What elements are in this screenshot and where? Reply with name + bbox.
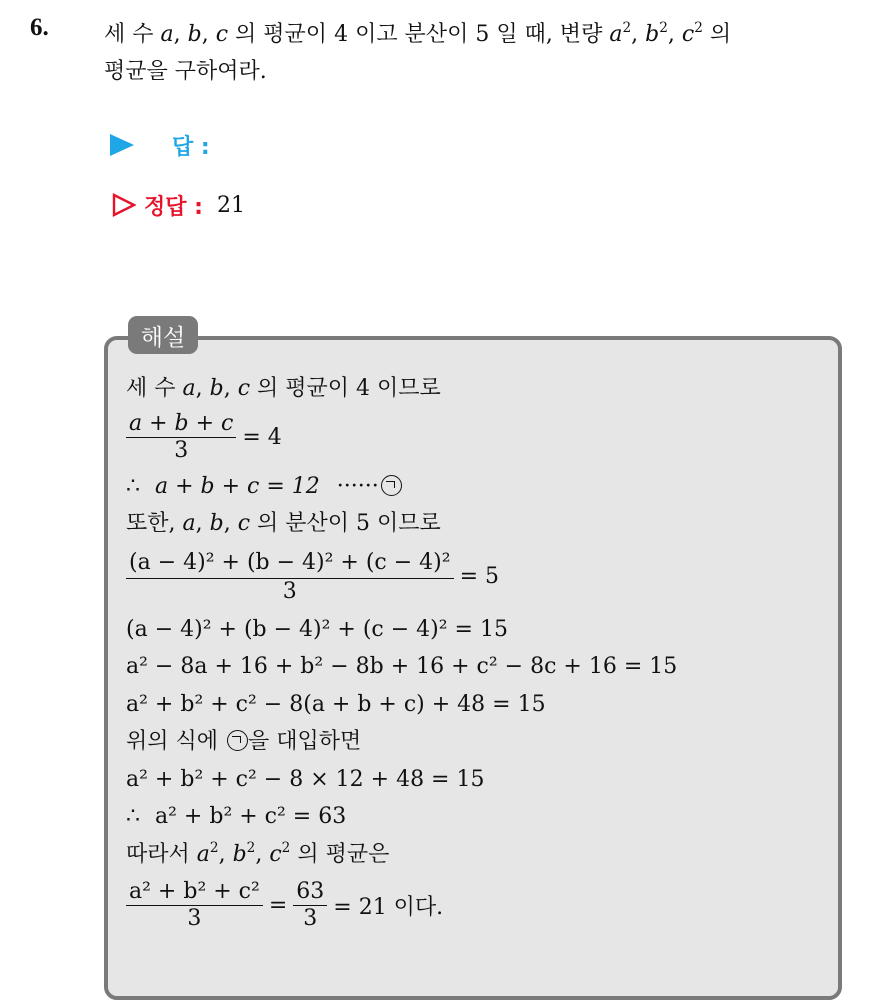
solution-final-fraction: $\frac{\text{a² + b² + c²}}{3}$ = $\frac{63}{3}$ = 21 이다. <box>126 873 677 937</box>
fraction: $\frac{63}{3}$ <box>293 879 327 932</box>
solution-line-4: 또한, a, b, c 의 분산이 5 이므로 <box>126 511 441 536</box>
outline-triangle-icon <box>112 193 136 217</box>
answer-row <box>110 128 210 162</box>
solution-line-7: a² − 8a + 16 + b² − 8b + 16 + c² − 8c + 16 = 15 <box>126 654 678 679</box>
solution-fraction-variance: $\frac{\text{(a − 4)² + (b − 4)² + (c − 4)²}}{3}$ = 5 <box>126 543 677 611</box>
play-triangle-icon <box>110 134 134 156</box>
question-line-2: 평균을 구하여라. <box>104 59 267 84</box>
circled-giyeok-icon <box>227 730 248 751</box>
fraction: $\frac{\text{a² + b² + c²}}{3}$ <box>126 879 263 932</box>
question-text <box>104 16 874 90</box>
fraction: $\frac{\text{(a − 4)² + (b − 4)² + (c − 4)²}}{3}$ <box>126 548 454 605</box>
solution-line-3: ∴ a + b + c = 12 ······ <box>126 468 677 506</box>
circled-giyeok-icon <box>381 475 402 496</box>
solution-fraction-mean: $\frac{a + b + c}{3}$ = 4 <box>126 408 677 468</box>
solution-line-8: a² + b² + c² − 8(a + b + c) + 48 = 15 <box>126 691 546 717</box>
solution-line-12: 따라서 $a^2$, $b^2$, $c^2$ 의 평균은 <box>126 839 390 867</box>
answer-label: 답 : <box>172 134 210 160</box>
solution-line-11: ∴ a² + b² + c² = 63 <box>126 804 347 829</box>
solution-line-9: 위의 식에 을 대입하면 <box>126 729 362 754</box>
solution-tab: 해설 <box>128 316 198 354</box>
question-line-1: 세 수 a, b, c 의 평균이 4 이고 분산이 5 일 때, 변량 $a^2$, $b^2$, $c^2$ 의 <box>104 20 732 47</box>
correct-answer-row <box>112 188 245 222</box>
correct-answer-value: 21 <box>216 192 245 218</box>
solution-content <box>126 370 677 937</box>
solution-line-6: (a − 4)² + (b − 4)² + (c − 4)² = 15 <box>126 616 508 642</box>
solution-line-10: a² + b² + c² − 8 × 12 + 48 = 15 <box>126 766 485 792</box>
solution-line-1: 세 수 a, b, c 의 평균이 4 이므로 <box>126 376 441 401</box>
question-number: 6. <box>30 14 49 41</box>
correct-answer-label: 정답 : <box>144 194 203 220</box>
fraction: $\frac{a + b + c}{3}$ <box>126 411 236 464</box>
